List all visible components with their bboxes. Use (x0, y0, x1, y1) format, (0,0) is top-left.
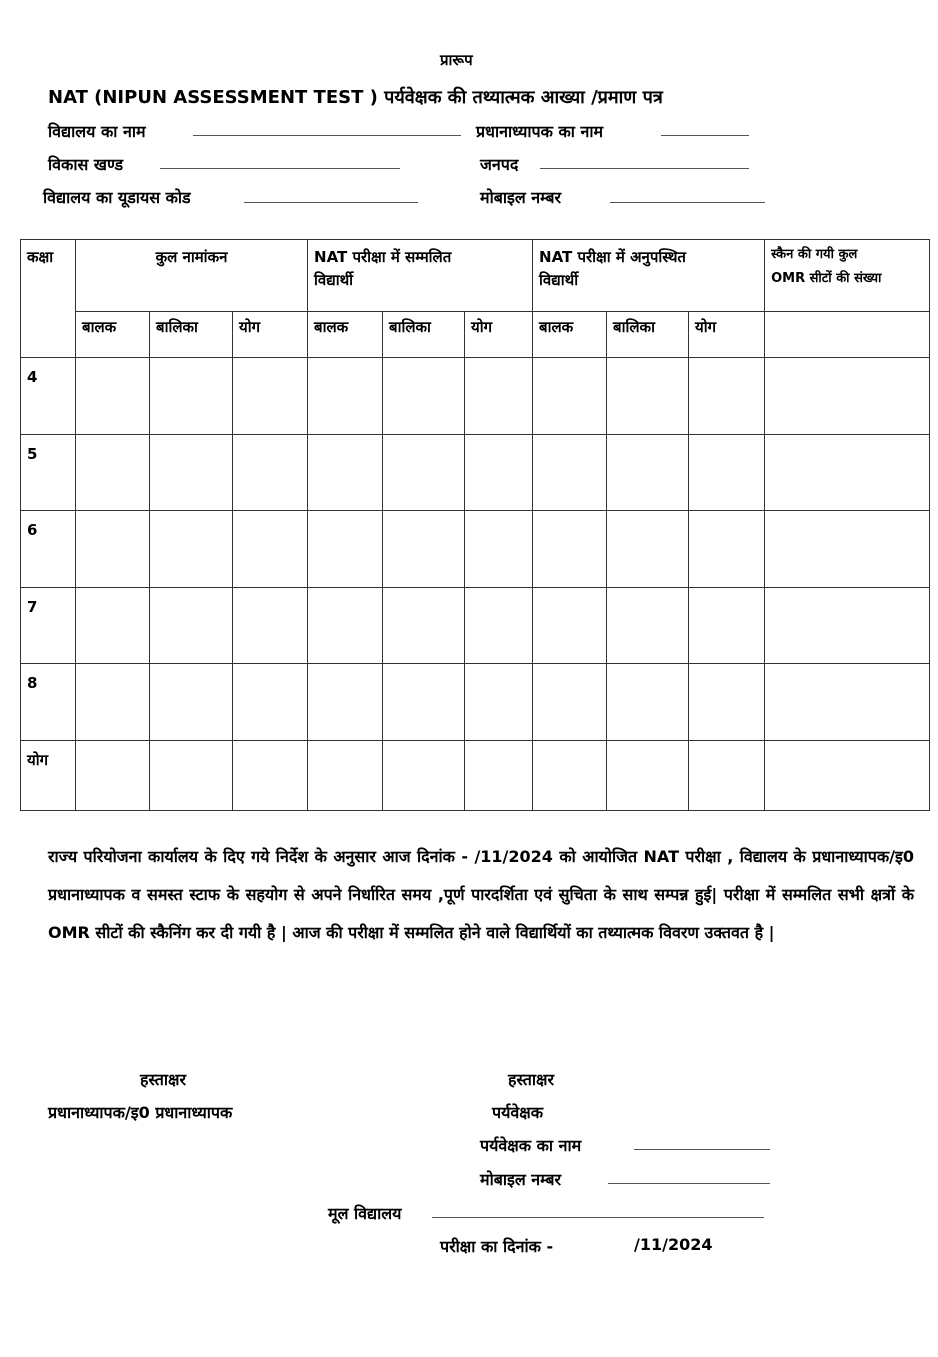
udise-code-label: विद्यालय का यूडायस कोड (43, 188, 191, 207)
table-cell[interactable] (308, 435, 383, 511)
table-cell[interactable] (150, 588, 233, 664)
table-cell[interactable] (383, 511, 465, 588)
present-girls-header: बालिका (383, 312, 465, 358)
table-cell[interactable] (607, 741, 689, 811)
present-header-line2: विद्यार्थी (314, 271, 354, 290)
absent-header-line2: विद्यार्थी (539, 271, 579, 290)
absent-boys-header: बालक (533, 312, 607, 358)
present-header-line1: NAT परीक्षा में सम्मलित (314, 248, 452, 266)
table-cell[interactable] (533, 588, 607, 664)
row-label: 4 (21, 358, 76, 435)
table-cell[interactable] (607, 664, 689, 741)
table-cell[interactable] (383, 741, 465, 811)
table-cell[interactable] (465, 588, 533, 664)
table-cell[interactable] (533, 358, 607, 435)
table-row (21, 588, 930, 664)
enroll-girls-header: बालिका (150, 312, 233, 358)
table-cell[interactable] (765, 741, 930, 811)
udise-code-blank[interactable] (244, 202, 418, 203)
table-cell[interactable] (607, 588, 689, 664)
table-cell[interactable] (689, 358, 765, 435)
absent-header (533, 240, 765, 312)
table-cell[interactable] (383, 358, 465, 435)
headmaster-name-label: प्रधानाध्यापक का नाम (476, 122, 604, 141)
table-cell[interactable] (308, 741, 383, 811)
mobile-blank[interactable] (610, 202, 765, 203)
table-cell[interactable] (465, 358, 533, 435)
enrollment-header: कुल नामांकन (76, 240, 308, 312)
table-cell[interactable] (465, 664, 533, 741)
supervisor-name-label: पर्यवेक्षक का नाम (480, 1136, 582, 1155)
row-label: 7 (21, 588, 76, 664)
supervisor-signature-label: हस्ताक्षर (508, 1070, 555, 1089)
table-cell[interactable] (689, 435, 765, 511)
table-row (21, 435, 930, 511)
absent-header-line1: NAT परीक्षा में अनुपस्थित (539, 248, 686, 266)
scanned-subheader (765, 312, 930, 358)
district-label: जनपद (480, 155, 519, 174)
table-cell[interactable] (233, 435, 308, 511)
scanned-header-line1: स्कैन की गयी कुल (771, 247, 858, 262)
absent-total-header: योग (689, 312, 765, 358)
headmaster-role: प्रधानाध्यापक/इ0 प्रधानाध्यापक (48, 1103, 233, 1122)
supervisor-mobile-label: मोबाइल नम्बर (480, 1170, 562, 1189)
row-label-total: योग (21, 741, 76, 811)
supervisor-role: पर्यवेक्षक (492, 1103, 544, 1122)
table-cell[interactable] (689, 664, 765, 741)
table-cell[interactable] (383, 435, 465, 511)
mobile-label: मोबाइल नम्बर (480, 188, 562, 207)
district-blank[interactable] (540, 168, 749, 169)
table-cell[interactable] (308, 664, 383, 741)
table-cell[interactable] (150, 664, 233, 741)
table-cell[interactable] (308, 511, 383, 588)
table-cell[interactable] (533, 741, 607, 811)
table-cell[interactable] (689, 588, 765, 664)
exam-date-label: परीक्षा का दिनांक - (440, 1237, 554, 1256)
table-cell[interactable] (233, 511, 308, 588)
scanned-header-line2: OMR सीटों की संख्या (771, 271, 882, 287)
enroll-total-header: योग (233, 312, 308, 358)
table-cell[interactable] (765, 664, 930, 741)
table-cell[interactable] (607, 511, 689, 588)
exam-date-value: /11/2024 (634, 1235, 713, 1254)
school-name-label: विद्यालय का नाम (48, 122, 146, 141)
table-cell[interactable] (765, 435, 930, 511)
table-cell[interactable] (765, 588, 930, 664)
table-cell[interactable] (607, 358, 689, 435)
table-cell[interactable] (150, 358, 233, 435)
table-cell[interactable] (465, 511, 533, 588)
block-blank[interactable] (160, 168, 400, 169)
scanned-header (765, 240, 930, 312)
row-label: 6 (21, 511, 76, 588)
table-cell[interactable] (465, 741, 533, 811)
enroll-boys-header: बालक (76, 312, 150, 358)
table-cell[interactable] (233, 664, 308, 741)
table-cell[interactable] (465, 435, 533, 511)
table-cell[interactable] (689, 511, 765, 588)
block-label: विकास खण्ड (48, 155, 124, 174)
table-cell[interactable] (233, 741, 308, 811)
table-total-row (21, 741, 930, 811)
table-header-row (21, 240, 930, 312)
table-cell[interactable] (233, 358, 308, 435)
absent-girls-header: बालिका (607, 312, 689, 358)
assessment-table (20, 239, 930, 811)
parent-school-blank[interactable] (432, 1217, 764, 1218)
table-cell[interactable] (76, 741, 150, 811)
table-cell[interactable] (383, 588, 465, 664)
table-cell[interactable] (765, 511, 930, 588)
declaration-paragraph: राज्य परियोजना कार्यालय के दिए गये निर्देश के अनुसार आज दिनांक - /11/2024 को आयोजित NAT परीक्षा , विद्यालय के प्रधानाध्यापक/इ0 प्रधानाध्यापक व समस्त स्टाफ के सहयोग से अपने निर्धारित समय ,पूर्ण पारदर्शिता एवं सुचिता के साथ सम्पन्न हुई| परीक्षा में सम्मलित सभी क्षत्रों के OMR सीटों की स्कैनिंग कर दी गयी है | आज की परीक्षा में सम्मलित होने वाले विद्यार्थियों का तथ्यात्मक विवरण उक्तवत है | (48, 847, 914, 942)
class-header: कक्षा (21, 240, 76, 358)
table-cell[interactable] (76, 435, 150, 511)
table-cell[interactable] (533, 511, 607, 588)
row-label: 8 (21, 664, 76, 741)
table-cell[interactable] (150, 741, 233, 811)
table-cell[interactable] (607, 435, 689, 511)
table-cell[interactable] (76, 588, 150, 664)
table-cell[interactable] (533, 435, 607, 511)
row-label: 5 (21, 435, 76, 511)
table-cell[interactable] (150, 435, 233, 511)
present-total-header: योग (465, 312, 533, 358)
present-header (308, 240, 533, 312)
headmaster-name-blank[interactable] (661, 135, 749, 136)
table-row (21, 358, 930, 435)
table-cell[interactable] (76, 358, 150, 435)
supervisor-name-blank[interactable] (634, 1149, 770, 1150)
table-row (21, 664, 930, 741)
present-boys-header: बालक (308, 312, 383, 358)
table-row (21, 511, 930, 588)
supervisor-mobile-blank[interactable] (608, 1183, 770, 1184)
table-cell[interactable] (76, 511, 150, 588)
parent-school-label: मूल विद्यालय (328, 1204, 402, 1223)
table-cell[interactable] (308, 588, 383, 664)
format-label: प्रारूप (440, 51, 473, 69)
headmaster-signature-label: हस्ताक्षर (140, 1070, 187, 1089)
table-cell[interactable] (689, 741, 765, 811)
table-cell[interactable] (533, 664, 607, 741)
table-cell[interactable] (765, 358, 930, 435)
table-cell[interactable] (383, 664, 465, 741)
table-cell[interactable] (150, 511, 233, 588)
table-cell[interactable] (76, 664, 150, 741)
table-cell[interactable] (233, 588, 308, 664)
document-title: NAT (NIPUN ASSESSMENT TEST ) पर्यवेक्षक की तथ्यात्मक आख्या /प्रमाण पत्र (48, 87, 663, 108)
table-cell[interactable] (308, 358, 383, 435)
table-subheader-row (21, 312, 930, 358)
school-name-blank[interactable] (193, 135, 461, 136)
